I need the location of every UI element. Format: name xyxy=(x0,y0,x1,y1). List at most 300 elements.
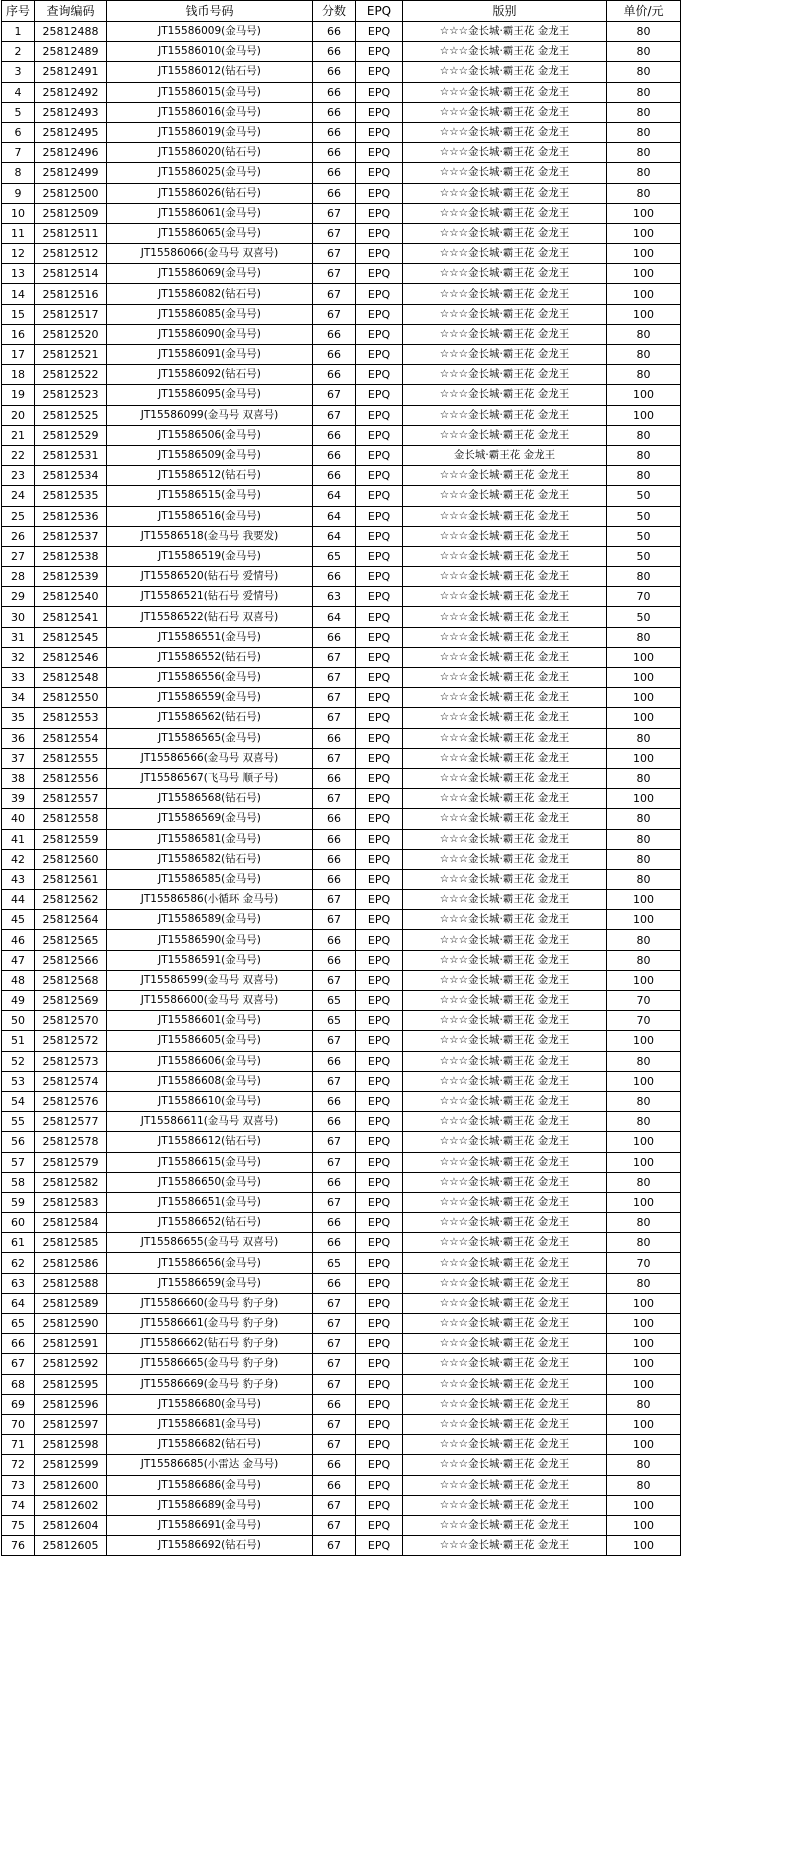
cell-serial-number: JT15586566(金马号 双喜号) xyxy=(107,748,313,768)
cell-query-code: 25812509 xyxy=(35,203,107,223)
cell-score: 66 xyxy=(313,1213,356,1233)
cell-epq: EPQ xyxy=(356,1091,403,1111)
cell-index: 12 xyxy=(2,244,35,264)
cell-version: ☆☆☆金长城·霸王花 金龙王 xyxy=(403,1172,607,1192)
header-score: 分数 xyxy=(313,1,356,22)
cell-serial-number: JT15586519(金马号) xyxy=(107,546,313,566)
cell-serial-number: JT15586010(金马号) xyxy=(107,42,313,62)
cell-epq: EPQ xyxy=(356,869,403,889)
cell-score: 66 xyxy=(313,1273,356,1293)
cell-index: 14 xyxy=(2,284,35,304)
cell-query-code: 25812569 xyxy=(35,991,107,1011)
cell-unit-price: 100 xyxy=(607,970,681,990)
table-row xyxy=(2,1112,681,1132)
cell-epq: EPQ xyxy=(356,143,403,163)
cell-unit-price: 80 xyxy=(607,1091,681,1111)
cell-index: 47 xyxy=(2,950,35,970)
cell-query-code: 25812559 xyxy=(35,829,107,849)
cell-unit-price: 100 xyxy=(607,244,681,264)
cell-serial-number: JT15586085(金马号) xyxy=(107,304,313,324)
cell-serial-number: JT15586691(金马号) xyxy=(107,1515,313,1535)
cell-version: ☆☆☆金长城·霸王花 金龙王 xyxy=(403,1031,607,1051)
table-row xyxy=(2,405,681,425)
cell-query-code: 25812496 xyxy=(35,143,107,163)
cell-serial-number: JT15586585(金马号) xyxy=(107,869,313,889)
cell-score: 66 xyxy=(313,82,356,102)
cell-query-code: 25812534 xyxy=(35,466,107,486)
table-row xyxy=(2,1011,681,1031)
cell-index: 61 xyxy=(2,1233,35,1253)
cell-index: 50 xyxy=(2,1011,35,1031)
cell-query-code: 25812598 xyxy=(35,1435,107,1455)
cell-index: 56 xyxy=(2,1132,35,1152)
cell-score: 66 xyxy=(313,183,356,203)
table-row xyxy=(2,1172,681,1192)
cell-index: 29 xyxy=(2,587,35,607)
cell-unit-price: 100 xyxy=(607,708,681,728)
cell-epq: EPQ xyxy=(356,890,403,910)
cell-unit-price: 80 xyxy=(607,365,681,385)
header-epq: EPQ xyxy=(356,1,403,22)
cell-query-code: 25812595 xyxy=(35,1374,107,1394)
cell-score: 67 xyxy=(313,244,356,264)
cell-index: 49 xyxy=(2,991,35,1011)
cell-unit-price: 80 xyxy=(607,869,681,889)
cell-index: 26 xyxy=(2,526,35,546)
table-row xyxy=(2,324,681,344)
cell-score: 66 xyxy=(313,1455,356,1475)
table-row xyxy=(2,284,681,304)
cell-epq: EPQ xyxy=(356,163,403,183)
cell-version: ☆☆☆金长城·霸王花 金龙王 xyxy=(403,102,607,122)
cell-index: 44 xyxy=(2,890,35,910)
cell-score: 67 xyxy=(313,304,356,324)
cell-query-code: 25812574 xyxy=(35,1071,107,1091)
cell-epq: EPQ xyxy=(356,768,403,788)
table-row xyxy=(2,1374,681,1394)
table-row xyxy=(2,122,681,142)
cell-serial-number: JT15586599(金马号 双喜号) xyxy=(107,970,313,990)
table-row xyxy=(2,445,681,465)
cell-version: ☆☆☆金长城·霸王花 金龙王 xyxy=(403,849,607,869)
cell-query-code: 25812492 xyxy=(35,82,107,102)
table-row xyxy=(2,587,681,607)
table-row xyxy=(2,627,681,647)
cell-index: 76 xyxy=(2,1536,35,1556)
cell-query-code: 25812562 xyxy=(35,890,107,910)
cell-query-code: 25812568 xyxy=(35,970,107,990)
cell-unit-price: 80 xyxy=(607,809,681,829)
cell-version: ☆☆☆金长城·霸王花 金龙王 xyxy=(403,1011,607,1031)
cell-version: ☆☆☆金长城·霸王花 金龙王 xyxy=(403,1051,607,1071)
table-row xyxy=(2,264,681,284)
cell-score: 66 xyxy=(313,365,356,385)
table-row xyxy=(2,869,681,889)
cell-version: ☆☆☆金长城·霸王花 金龙王 xyxy=(403,728,607,748)
table-row xyxy=(2,42,681,62)
cell-score: 66 xyxy=(313,1091,356,1111)
cell-version: ☆☆☆金长城·霸王花 金龙王 xyxy=(403,183,607,203)
cell-unit-price: 80 xyxy=(607,183,681,203)
cell-index: 2 xyxy=(2,42,35,62)
cell-query-code: 25812572 xyxy=(35,1031,107,1051)
cell-query-code: 25812590 xyxy=(35,1314,107,1334)
cell-serial-number: JT15586019(金马号) xyxy=(107,122,313,142)
cell-score: 67 xyxy=(313,789,356,809)
table-row xyxy=(2,365,681,385)
cell-index: 4 xyxy=(2,82,35,102)
cell-score: 66 xyxy=(313,768,356,788)
cell-unit-price: 50 xyxy=(607,486,681,506)
cell-epq: EPQ xyxy=(356,1253,403,1273)
cell-version: ☆☆☆金长城·霸王花 金龙王 xyxy=(403,607,607,627)
cell-epq: EPQ xyxy=(356,122,403,142)
cell-score: 66 xyxy=(313,425,356,445)
cell-unit-price: 100 xyxy=(607,647,681,667)
cell-version: ☆☆☆金长城·霸王花 金龙王 xyxy=(403,991,607,1011)
cell-epq: EPQ xyxy=(356,1071,403,1091)
cell-unit-price: 100 xyxy=(607,1293,681,1313)
cell-index: 8 xyxy=(2,163,35,183)
table-row xyxy=(2,930,681,950)
table-row xyxy=(2,425,681,445)
cell-score: 66 xyxy=(313,1051,356,1071)
cell-version: ☆☆☆金长城·霸王花 金龙王 xyxy=(403,647,607,667)
cell-index: 75 xyxy=(2,1515,35,1535)
cell-score: 67 xyxy=(313,1414,356,1434)
table-row xyxy=(2,1495,681,1515)
cell-version: ☆☆☆金长城·霸王花 金龙王 xyxy=(403,970,607,990)
cell-score: 66 xyxy=(313,324,356,344)
cell-serial-number: JT15586656(金马号) xyxy=(107,1253,313,1273)
cell-score: 64 xyxy=(313,526,356,546)
cell-epq: EPQ xyxy=(356,82,403,102)
cell-serial-number: JT15586601(金马号) xyxy=(107,1011,313,1031)
header-index: 序号 xyxy=(2,1,35,22)
cell-version: ☆☆☆金长城·霸王花 金龙王 xyxy=(403,1536,607,1556)
cell-index: 71 xyxy=(2,1435,35,1455)
cell-unit-price: 100 xyxy=(607,284,681,304)
cell-version: ☆☆☆金长城·霸王花 金龙王 xyxy=(403,304,607,324)
cell-epq: EPQ xyxy=(356,324,403,344)
cell-index: 31 xyxy=(2,627,35,647)
cell-unit-price: 100 xyxy=(607,385,681,405)
cell-version: ☆☆☆金长城·霸王花 金龙王 xyxy=(403,1233,607,1253)
cell-version: ☆☆☆金长城·霸王花 金龙王 xyxy=(403,627,607,647)
cell-unit-price: 80 xyxy=(607,22,681,42)
cell-index: 5 xyxy=(2,102,35,122)
cell-serial-number: JT15586520(钻石号 爱情号) xyxy=(107,567,313,587)
cell-unit-price: 80 xyxy=(607,627,681,647)
cell-query-code: 25812573 xyxy=(35,1051,107,1071)
cell-epq: EPQ xyxy=(356,1172,403,1192)
cell-unit-price: 70 xyxy=(607,991,681,1011)
cell-epq: EPQ xyxy=(356,1334,403,1354)
cell-version: ☆☆☆金长城·霸王花 金龙王 xyxy=(403,122,607,142)
cell-epq: EPQ xyxy=(356,42,403,62)
cell-query-code: 25812582 xyxy=(35,1172,107,1192)
cell-query-code: 25812548 xyxy=(35,668,107,688)
cell-serial-number: JT15586009(金马号) xyxy=(107,22,313,42)
table-row xyxy=(2,1475,681,1495)
cell-index: 35 xyxy=(2,708,35,728)
cell-serial-number: JT15586655(金马号 双喜号) xyxy=(107,1233,313,1253)
cell-unit-price: 80 xyxy=(607,1051,681,1071)
cell-epq: EPQ xyxy=(356,1354,403,1374)
cell-index: 39 xyxy=(2,789,35,809)
cell-query-code: 25812531 xyxy=(35,445,107,465)
cell-unit-price: 70 xyxy=(607,1253,681,1273)
cell-epq: EPQ xyxy=(356,1132,403,1152)
cell-version: 金长城·霸王花 金龙王 xyxy=(403,445,607,465)
cell-query-code: 25812586 xyxy=(35,1253,107,1273)
table-row xyxy=(2,708,681,728)
cell-query-code: 25812589 xyxy=(35,1293,107,1313)
cell-index: 41 xyxy=(2,829,35,849)
cell-score: 67 xyxy=(313,385,356,405)
cell-score: 67 xyxy=(313,1515,356,1535)
cell-query-code: 25812565 xyxy=(35,930,107,950)
cell-query-code: 25812523 xyxy=(35,385,107,405)
cell-query-code: 25812560 xyxy=(35,849,107,869)
cell-index: 68 xyxy=(2,1374,35,1394)
cell-query-code: 25812599 xyxy=(35,1455,107,1475)
cell-version: ☆☆☆金长城·霸王花 金龙王 xyxy=(403,789,607,809)
table-row xyxy=(2,1394,681,1414)
table-row xyxy=(2,1152,681,1172)
cell-index: 20 xyxy=(2,405,35,425)
cell-version: ☆☆☆金长城·霸王花 金龙王 xyxy=(403,768,607,788)
cell-score: 67 xyxy=(313,668,356,688)
cell-serial-number: JT15586661(金马号 豹子身) xyxy=(107,1314,313,1334)
cell-index: 22 xyxy=(2,445,35,465)
cell-query-code: 25812537 xyxy=(35,526,107,546)
cell-query-code: 25812579 xyxy=(35,1152,107,1172)
cell-index: 36 xyxy=(2,728,35,748)
cell-serial-number: JT15586569(金马号) xyxy=(107,809,313,829)
cell-epq: EPQ xyxy=(356,688,403,708)
table-row xyxy=(2,809,681,829)
cell-version: ☆☆☆金长城·霸王花 金龙王 xyxy=(403,466,607,486)
table-row xyxy=(2,1213,681,1233)
cell-serial-number: JT15586650(金马号) xyxy=(107,1172,313,1192)
cell-score: 66 xyxy=(313,102,356,122)
cell-unit-price: 80 xyxy=(607,62,681,82)
cell-index: 27 xyxy=(2,546,35,566)
table-row xyxy=(2,163,681,183)
table-row xyxy=(2,1293,681,1313)
cell-epq: EPQ xyxy=(356,1435,403,1455)
table-row xyxy=(2,1273,681,1293)
cell-epq: EPQ xyxy=(356,183,403,203)
cell-index: 69 xyxy=(2,1394,35,1414)
cell-version: ☆☆☆金长城·霸王花 金龙王 xyxy=(403,1112,607,1132)
cell-epq: EPQ xyxy=(356,546,403,566)
cell-unit-price: 100 xyxy=(607,1414,681,1434)
table-row xyxy=(2,970,681,990)
cell-unit-price: 80 xyxy=(607,425,681,445)
cell-epq: EPQ xyxy=(356,1414,403,1434)
cell-query-code: 25812561 xyxy=(35,869,107,889)
cell-version: ☆☆☆金长城·霸王花 金龙王 xyxy=(403,82,607,102)
cell-unit-price: 100 xyxy=(607,1334,681,1354)
table-row xyxy=(2,1314,681,1334)
cell-index: 7 xyxy=(2,143,35,163)
cell-query-code: 25812584 xyxy=(35,1213,107,1233)
cell-score: 64 xyxy=(313,486,356,506)
cell-version: ☆☆☆金长城·霸王花 金龙王 xyxy=(403,1314,607,1334)
cell-unit-price: 50 xyxy=(607,546,681,566)
table-row xyxy=(2,1071,681,1091)
table-header-row xyxy=(2,1,681,22)
cell-epq: EPQ xyxy=(356,789,403,809)
cell-query-code: 25812605 xyxy=(35,1536,107,1556)
table-row xyxy=(2,223,681,243)
cell-score: 67 xyxy=(313,1293,356,1313)
table-row xyxy=(2,1233,681,1253)
cell-unit-price: 80 xyxy=(607,445,681,465)
cell-unit-price: 80 xyxy=(607,345,681,365)
cell-unit-price: 100 xyxy=(607,890,681,910)
cell-query-code: 25812591 xyxy=(35,1334,107,1354)
table-row xyxy=(2,486,681,506)
cell-serial-number: JT15586090(金马号) xyxy=(107,324,313,344)
table-row xyxy=(2,1253,681,1273)
cell-score: 65 xyxy=(313,991,356,1011)
cell-serial-number: JT15586506(金马号) xyxy=(107,425,313,445)
cell-index: 45 xyxy=(2,910,35,930)
cell-index: 67 xyxy=(2,1354,35,1374)
table-row xyxy=(2,607,681,627)
cell-epq: EPQ xyxy=(356,264,403,284)
cell-serial-number: JT15586091(金马号) xyxy=(107,345,313,365)
cell-index: 65 xyxy=(2,1314,35,1334)
cell-unit-price: 80 xyxy=(607,950,681,970)
cell-version: ☆☆☆金长城·霸王花 金龙王 xyxy=(403,567,607,587)
table-row xyxy=(2,829,681,849)
cell-unit-price: 80 xyxy=(607,143,681,163)
cell-epq: EPQ xyxy=(356,62,403,82)
cell-epq: EPQ xyxy=(356,607,403,627)
cell-index: 54 xyxy=(2,1091,35,1111)
cell-query-code: 25812588 xyxy=(35,1273,107,1293)
cell-version: ☆☆☆金长城·霸王花 金龙王 xyxy=(403,1495,607,1515)
cell-serial-number: JT15586581(金马号) xyxy=(107,829,313,849)
cell-query-code: 25812500 xyxy=(35,183,107,203)
cell-score: 67 xyxy=(313,1334,356,1354)
cell-serial-number: JT15586591(金马号) xyxy=(107,950,313,970)
cell-query-code: 25812557 xyxy=(35,789,107,809)
cell-serial-number: JT15586066(金马号 双喜号) xyxy=(107,244,313,264)
cell-score: 67 xyxy=(313,1314,356,1334)
table-row xyxy=(2,1051,681,1071)
cell-version: ☆☆☆金长城·霸王花 金龙王 xyxy=(403,223,607,243)
cell-unit-price: 70 xyxy=(607,587,681,607)
cell-version: ☆☆☆金长城·霸王花 金龙王 xyxy=(403,1253,607,1273)
cell-index: 73 xyxy=(2,1475,35,1495)
cell-index: 40 xyxy=(2,809,35,829)
table-row xyxy=(2,1536,681,1556)
cell-serial-number: JT15586586(小循环 金马号) xyxy=(107,890,313,910)
cell-unit-price: 50 xyxy=(607,506,681,526)
cell-unit-price: 100 xyxy=(607,405,681,425)
cell-version: ☆☆☆金长城·霸王花 金龙王 xyxy=(403,1152,607,1172)
cell-serial-number: JT15586582(钻石号) xyxy=(107,849,313,869)
cell-serial-number: JT15586660(金马号 豹子身) xyxy=(107,1293,313,1313)
cell-epq: EPQ xyxy=(356,728,403,748)
cell-serial-number: JT15586562(钻石号) xyxy=(107,708,313,728)
cell-query-code: 25812583 xyxy=(35,1192,107,1212)
cell-version: ☆☆☆金长城·霸王花 金龙王 xyxy=(403,890,607,910)
table-row xyxy=(2,183,681,203)
cell-serial-number: JT15586682(钻石号) xyxy=(107,1435,313,1455)
cell-query-code: 25812539 xyxy=(35,567,107,587)
cell-version: ☆☆☆金长城·霸王花 金龙王 xyxy=(403,284,607,304)
cell-unit-price: 70 xyxy=(607,1011,681,1031)
cell-score: 66 xyxy=(313,1475,356,1495)
cell-version: ☆☆☆金长城·霸王花 金龙王 xyxy=(403,910,607,930)
cell-index: 13 xyxy=(2,264,35,284)
cell-serial-number: JT15586600(金马号 双喜号) xyxy=(107,991,313,1011)
cell-score: 65 xyxy=(313,1253,356,1273)
cell-unit-price: 100 xyxy=(607,1354,681,1374)
cell-index: 43 xyxy=(2,869,35,889)
cell-version: ☆☆☆金长城·霸王花 金龙王 xyxy=(403,1414,607,1434)
header-unit-price: 单价/元 xyxy=(607,1,681,22)
cell-unit-price: 100 xyxy=(607,1031,681,1051)
cell-version: ☆☆☆金长城·霸王花 金龙王 xyxy=(403,385,607,405)
cell-serial-number: JT15586680(金马号) xyxy=(107,1394,313,1414)
cell-query-code: 25812521 xyxy=(35,345,107,365)
cell-unit-price: 80 xyxy=(607,1273,681,1293)
cell-query-code: 25812545 xyxy=(35,627,107,647)
cell-score: 66 xyxy=(313,627,356,647)
cell-epq: EPQ xyxy=(356,1011,403,1031)
cell-serial-number: JT15586567(飞马号 顺子号) xyxy=(107,768,313,788)
cell-version: ☆☆☆金长城·霸王花 金龙王 xyxy=(403,950,607,970)
cell-serial-number: JT15586512(钻石号) xyxy=(107,466,313,486)
table-row xyxy=(2,991,681,1011)
cell-query-code: 25812535 xyxy=(35,486,107,506)
cell-unit-price: 100 xyxy=(607,1435,681,1455)
cell-version: ☆☆☆金长城·霸王花 金龙王 xyxy=(403,203,607,223)
cell-query-code: 25812558 xyxy=(35,809,107,829)
cell-unit-price: 100 xyxy=(607,1536,681,1556)
cell-epq: EPQ xyxy=(356,587,403,607)
cell-score: 66 xyxy=(313,466,356,486)
cell-score: 67 xyxy=(313,264,356,284)
cell-unit-price: 80 xyxy=(607,1455,681,1475)
cell-score: 67 xyxy=(313,1132,356,1152)
cell-query-code: 25812602 xyxy=(35,1495,107,1515)
cell-index: 6 xyxy=(2,122,35,142)
cell-score: 66 xyxy=(313,445,356,465)
table-row xyxy=(2,748,681,768)
cell-serial-number: JT15586589(金马号) xyxy=(107,910,313,930)
cell-serial-number: JT15586092(钻石号) xyxy=(107,365,313,385)
cell-unit-price: 100 xyxy=(607,910,681,930)
cell-serial-number: JT15586681(金马号) xyxy=(107,1414,313,1434)
cell-unit-price: 100 xyxy=(607,1314,681,1334)
cell-unit-price: 100 xyxy=(607,264,681,284)
table-row xyxy=(2,203,681,223)
cell-unit-price: 80 xyxy=(607,1475,681,1495)
cell-query-code: 25812520 xyxy=(35,324,107,344)
cell-score: 66 xyxy=(313,809,356,829)
cell-serial-number: JT15586559(金马号) xyxy=(107,688,313,708)
cell-version: ☆☆☆金长城·霸王花 金龙王 xyxy=(403,405,607,425)
table-row xyxy=(2,668,681,688)
